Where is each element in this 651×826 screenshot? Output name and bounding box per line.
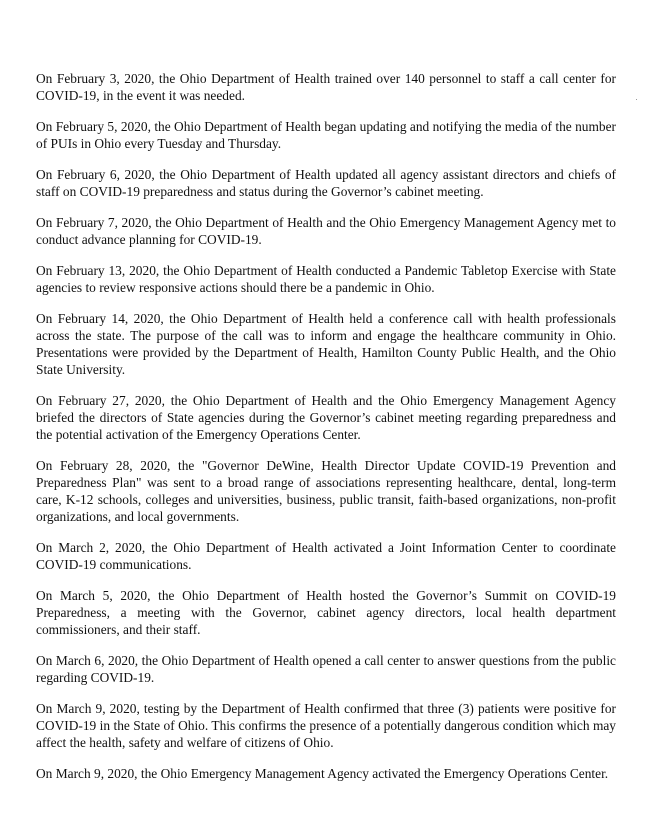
paragraph-feb-7: On February 7, 2020, the Ohio Department of Health and the Ohio Emergency Management Agency met to conduct advance planning for COVID-19. — [36, 215, 616, 247]
scan-speck — [636, 99, 637, 100]
paragraph-feb-5: On February 5, 2020, the Ohio Department of Health began updating and notifying the media of the number of PUIs in Ohio every Tuesday and Thursday. — [36, 119, 616, 151]
paragraph-mar-5: On March 5, 2020, the Ohio Department of Health hosted the Governor’s Summit on COVID-19 Preparedness, a meeting with the Governor, cabinet agency directors, local health department commissioners, and their staff. — [36, 588, 616, 637]
paragraph-mar-2: On March 2, 2020, the Ohio Department of Health activated a Joint Information Center to coordinate COVID-19 communications. — [36, 540, 616, 572]
document-page — [36, 70, 616, 796]
paragraph-mar-6: On March 6, 2020, the Ohio Department of Health opened a call center to answer questions from the public regarding COVID-19. — [36, 653, 616, 685]
paragraph-feb-27: On February 27, 2020, the Ohio Department of Health and the Ohio Emergency Management Agency briefed the directors of State agencies during the Governor’s cabinet meeting regarding preparedness and the potential activation of the Emergency Operations Center. — [36, 393, 616, 442]
paragraph-feb-3: On February 3, 2020, the Ohio Department of Health trained over 140 personnel to staff a call center for COVID-19, in the event it was needed. — [36, 71, 616, 103]
paragraph-mar-9-eoc: On March 9, 2020, the Ohio Emergency Management Agency activated the Emergency Operations Center. — [36, 766, 609, 781]
paragraph-mar-9-testing: On March 9, 2020, testing by the Department of Health confirmed that three (3) patients were positive for COVID-19 in the State of Ohio. This confirms the presence of a potentially dangerous condition which may affect the health, safety and welfare of citizens of Ohio. — [36, 701, 616, 750]
paragraph-feb-28: On February 28, 2020, the "Governor DeWine, Health Director Update COVID-19 Prevention and Preparedness Plan" was sent to a broad range of associations representing healthcare, dental, long-term care, K-12 schools, colleges and universities, business, public transit, faith-based organizations, non-profit organizations, and local governments. — [36, 458, 616, 524]
paragraph-feb-14: On February 14, 2020, the Ohio Department of Health held a conference call with health professionals across the state. The purpose of the call was to inform and engage the healthcare community in Ohio. Presentations were provided by the Department of Health, Hamilton County Public Health, and the Ohio State University. — [36, 311, 616, 377]
paragraph-feb-6: On February 6, 2020, the Ohio Department of Health updated all agency assistant directors and chiefs of staff on COVID-19 preparedness and status during the Governor’s cabinet meeting. — [36, 167, 616, 199]
paragraph-feb-13: On February 13, 2020, the Ohio Department of Health conducted a Pandemic Tabletop Exercise with State agencies to review responsive actions should there be a pandemic in Ohio. — [36, 263, 616, 295]
